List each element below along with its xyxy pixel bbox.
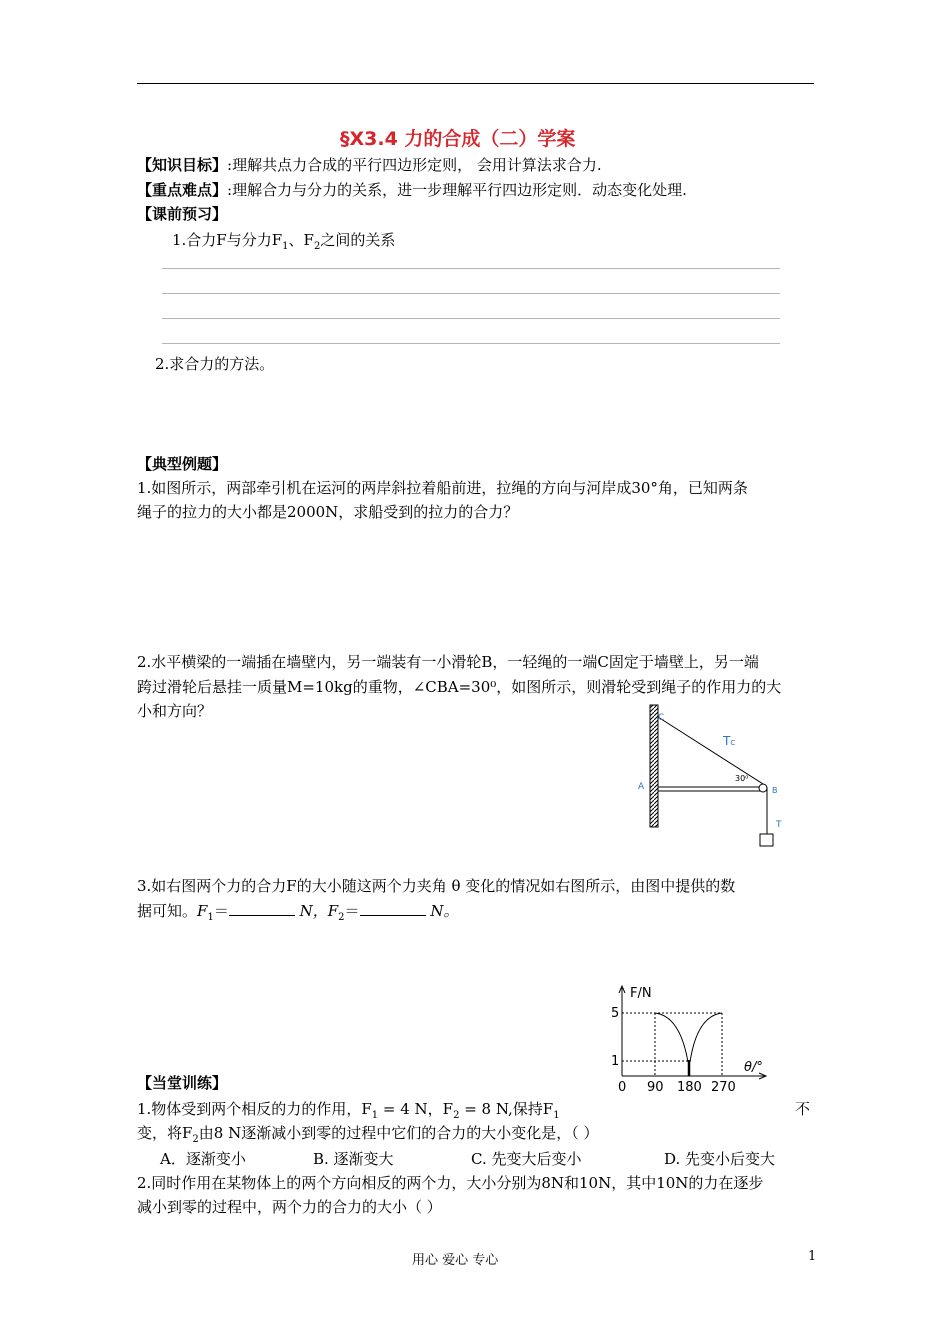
- example-3-line-1: 3.如右图两个力的合力F的大小随这两个力夹角 θ 变化的情况如右图所示，由图中提供的数: [137, 877, 736, 895]
- practice-2-line-2: 减小到零的过程中，两个力的合力的大小（ ）: [137, 1198, 442, 1216]
- answer-line: [162, 318, 780, 319]
- example-2-line-1: 2.水平横梁的一端插在墙壁内，另一端装有一小滑轮B，一轻绳的一端C固定于墙壁上，另一端: [137, 653, 759, 671]
- tick-y-1: 1: [611, 1054, 620, 1069]
- beam: [658, 787, 760, 791]
- practice-1-tail: 不: [795, 1100, 811, 1118]
- practice-2-line-1: 2.同时作用在某物体上的两个方向相反的两个力，大小分别为8N和10N，其中10N的力在逐步: [137, 1174, 764, 1192]
- answer-line: [162, 293, 780, 294]
- answer-line: [162, 343, 780, 344]
- tick-x-180: 180: [677, 1080, 702, 1095]
- examples-heading: 【典型例题】: [137, 455, 228, 473]
- answer-blank-f2[interactable]: [360, 903, 426, 916]
- option-d[interactable]: D. 先变小后变大: [664, 1150, 776, 1168]
- label-tc: TC: [723, 734, 736, 748]
- tick-x-270: 270: [711, 1080, 736, 1095]
- label-c: C: [658, 713, 665, 723]
- tick-x-90: 90: [647, 1080, 664, 1095]
- footer-slogan: 用心 爱心 专心: [412, 1253, 499, 1268]
- label-angle: 30⁰: [735, 774, 749, 783]
- preview-item-2: 2.求合力的方法。: [155, 355, 275, 373]
- tick-x-0: 0: [618, 1080, 627, 1095]
- x-label: θ/°: [744, 1060, 763, 1075]
- key-points-text: :理解合力与分力的关系，进一步理解平行四边形定则．动态变化处理.: [227, 181, 687, 199]
- tick-y-5: 5: [611, 1006, 620, 1021]
- weight-block: [760, 834, 773, 846]
- preview-heading: 【课前预习】: [137, 205, 228, 223]
- preview-item-1: 1.合力F与分力$F_1$、$F_2$之间的关系: [172, 231, 396, 252]
- pulley-wheel: [759, 784, 767, 792]
- practice-1-line-1: 1.物体受到两个相反的力的作用，$F_1 = 4$ N，$F_2 = 8$ N,保持$F_1$: [137, 1100, 560, 1121]
- practice-heading: 【当堂训练】: [137, 1074, 228, 1092]
- answer-line: [162, 268, 780, 269]
- option-a[interactable]: A．逐渐变小: [160, 1150, 246, 1168]
- example-1-line-1: 1.如图所示，两部牵引机在运河的两岸斜拉着船前进，拉绳的方向与河岸成30°角，已知两条: [137, 479, 748, 497]
- knowledge-goal-label: 【知识目标】: [137, 156, 228, 174]
- label-t: T: [776, 820, 782, 830]
- key-points-label: 【重点难点】: [137, 181, 228, 199]
- example-2-line-2: 跨过滑轮后悬挂一质量M=10kg的重物，∠CBA=30⁰，如图所示，则滑轮受到绳子的作用力的大: [137, 678, 782, 696]
- header-rule: [137, 83, 814, 84]
- option-c[interactable]: C. 先变大后变小: [471, 1150, 582, 1168]
- example-3-line-2: 据可知。$F_1= N$，$F_2= N$。: [137, 902, 459, 923]
- label-a: A: [638, 782, 645, 792]
- resultant-curve: [655, 1013, 722, 1062]
- key-points: [137, 179, 687, 200]
- answer-blank-f1[interactable]: [229, 903, 295, 916]
- page-title: §X3.4 力的合成（二）学案: [340, 128, 576, 150]
- y-label: F/N: [630, 986, 652, 1001]
- example-1-line-2: 绳子的拉力的大小都是2000N，求船受到的拉力的合力？: [137, 503, 519, 521]
- knowledge-goal-text: :理解共点力合成的平行四边形定则， 会用计算法求合力.: [227, 156, 602, 174]
- wall: [650, 705, 658, 827]
- page-number: 1: [808, 1249, 817, 1264]
- pulley-figure: [630, 700, 790, 855]
- force-angle-graph: [600, 980, 785, 1095]
- knowledge-goal: [137, 154, 602, 175]
- practice-1-line-2: 变，将$F_2$由8 N逐渐减小到零的过程中它们的合力的大小变化是，（ ）: [137, 1124, 599, 1145]
- label-b: B: [772, 786, 778, 795]
- option-b[interactable]: B. 逐渐变大: [313, 1150, 394, 1168]
- example-2-line-3: 小和方向？: [137, 702, 213, 720]
